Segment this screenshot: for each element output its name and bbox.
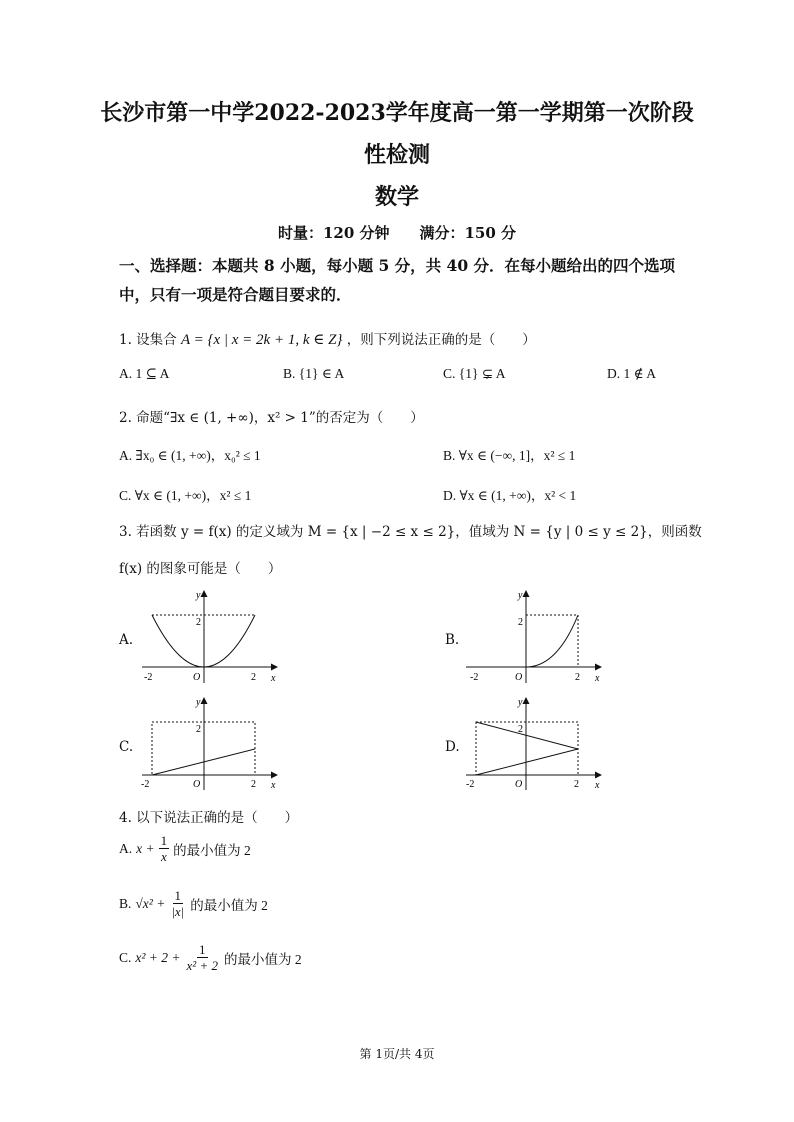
q2-option-d[interactable] bbox=[443, 484, 576, 504]
q1-option-d[interactable] bbox=[607, 366, 656, 382]
option-label: B. bbox=[283, 366, 296, 381]
option-label: B. bbox=[443, 448, 456, 463]
q1-suffix: ，则下列说法正确的是（ ） bbox=[346, 332, 536, 348]
expression: x² + 2 + bbox=[135, 949, 181, 965]
q4-option-c[interactable] bbox=[119, 942, 302, 973]
graph-b bbox=[462, 586, 607, 686]
x-label: x bbox=[595, 673, 600, 684]
option-text: ∀x ∈ (1, +∞)，x² < 1 bbox=[459, 488, 577, 503]
tick-neg2: -2 bbox=[466, 779, 475, 790]
option-label: B. bbox=[119, 895, 132, 911]
origin-label: O bbox=[515, 779, 523, 790]
fraction bbox=[185, 942, 220, 973]
question-4-stem: 4. 以下说法正确的是（ ） bbox=[119, 810, 299, 826]
option-label: C. bbox=[119, 949, 132, 965]
numerator: 1 bbox=[174, 888, 182, 903]
q4-option-b[interactable] bbox=[119, 888, 268, 919]
q1-set-expression: A = {x | x = 2k + 1, k ∈ Z} bbox=[180, 332, 343, 348]
option-text: ∀x ∈ (−∞, 1]，x² ≤ 1 bbox=[458, 448, 576, 463]
page-footer: 第 1页/共 4页 bbox=[359, 1047, 435, 1061]
section-heading-line2: 中，只有一项是符合题目要求的． bbox=[119, 285, 352, 304]
expression: √x² + bbox=[135, 895, 166, 911]
option-text: 1 ⊆ A bbox=[135, 366, 170, 381]
tick-pos2: 2 bbox=[251, 779, 256, 790]
option-label: A. bbox=[119, 840, 133, 856]
question-3-stem-line1: 3. 若函数 y = f(x) 的定义域为 M = {x | −2 ≤ x ≤ 2}，值域为 N = {y | 0 ≤ y ≤ 2}，则函数 bbox=[119, 524, 702, 540]
q4-option-a[interactable] bbox=[119, 833, 251, 864]
graph-c bbox=[138, 693, 283, 793]
q3-option-a-label[interactable]: A. bbox=[119, 632, 134, 648]
denominator: |x| bbox=[171, 904, 185, 919]
tick-pos2: 2 bbox=[574, 779, 579, 790]
y-label: y bbox=[196, 590, 201, 601]
option-text: {1} ⊊ A bbox=[458, 366, 506, 381]
y-label: y bbox=[518, 697, 523, 708]
option-label: A. bbox=[119, 448, 133, 463]
exam-title-line2: 性检测 bbox=[363, 142, 430, 168]
x-label: x bbox=[271, 673, 276, 684]
tick-pos2: 2 bbox=[575, 672, 580, 683]
question-3-stem-line2: f(x) 的图象可能是（ ） bbox=[119, 561, 282, 577]
fraction bbox=[169, 888, 186, 919]
question-2-stem: 2. 命题“∃x ∈ (1, +∞)，x² > 1”的否定为（ ） bbox=[119, 410, 424, 426]
y-label: y bbox=[518, 590, 523, 601]
q2-option-c[interactable] bbox=[119, 484, 251, 504]
tick-top2: 2 bbox=[518, 617, 523, 628]
option-tail: 的最小值为 2 bbox=[190, 897, 268, 913]
y-label: y bbox=[196, 697, 201, 708]
q3-option-c-label[interactable]: C. bbox=[119, 739, 134, 755]
q1-option-c[interactable] bbox=[443, 366, 506, 382]
tick-top2: 2 bbox=[196, 617, 201, 628]
q3-option-b-label[interactable]: B. bbox=[445, 632, 460, 648]
q1-option-b[interactable] bbox=[283, 366, 344, 382]
option-text: ∀x ∈ (1, +∞)，x² ≤ 1 bbox=[134, 488, 252, 503]
line-segment-upper bbox=[476, 722, 578, 749]
origin-label: O bbox=[193, 672, 201, 683]
option-label: D. bbox=[607, 366, 621, 381]
denominator: x bbox=[160, 849, 167, 864]
tick-top2: 2 bbox=[196, 724, 201, 735]
q1-option-a[interactable] bbox=[119, 366, 169, 382]
graph-a bbox=[138, 586, 283, 686]
numerator: 1 bbox=[199, 942, 206, 957]
option-label: C. bbox=[443, 366, 456, 381]
half-parabola-curve bbox=[526, 615, 578, 667]
section-heading-line1: 一、选择题：本题共 8 小题，每小题 5 分，共 40 分．在每小题给出的四个选项 bbox=[119, 256, 676, 275]
dashed-bounding-box bbox=[476, 722, 578, 775]
graph-d bbox=[462, 693, 607, 793]
tick-neg2: -2 bbox=[470, 672, 479, 683]
exam-title-line1: 长沙市第一中学2022-2023学年度高一第一学期第一次阶段 bbox=[100, 100, 694, 126]
origin-label: O bbox=[193, 779, 201, 790]
option-tail: 的最小值为 2 bbox=[223, 951, 302, 967]
tick-neg2: -2 bbox=[141, 779, 150, 790]
q3-option-d-label[interactable]: D. bbox=[445, 739, 460, 755]
option-label: D. bbox=[443, 488, 457, 503]
option-text: ∃x₀ ∈ (1, +∞)，x₀² ≤ 1 bbox=[135, 448, 261, 463]
option-text: 1 ∉ A bbox=[623, 366, 656, 381]
x-label: x bbox=[595, 780, 600, 791]
denominator: x² + 2 bbox=[186, 958, 218, 973]
tick-pos2: 2 bbox=[251, 672, 256, 683]
expression: x + bbox=[136, 840, 155, 856]
option-text: {1} ∈ A bbox=[298, 366, 345, 381]
question-1-stem bbox=[119, 328, 536, 349]
numerator: 1 bbox=[160, 833, 168, 848]
origin-label: O bbox=[515, 672, 523, 683]
option-label: C. bbox=[119, 488, 132, 503]
tick-top2: 2 bbox=[518, 724, 523, 735]
q1-prefix: 1. 设集合 bbox=[119, 332, 177, 348]
fraction bbox=[159, 833, 170, 864]
line-segment-lower bbox=[476, 749, 578, 775]
exam-meta: 时量：120 分钟 满分：150 分 bbox=[277, 224, 517, 242]
q2-option-b[interactable] bbox=[443, 444, 575, 464]
option-tail: 的最小值为 2 bbox=[173, 842, 251, 858]
option-label: A. bbox=[119, 366, 133, 381]
q2-option-a[interactable] bbox=[119, 444, 261, 464]
x-label: x bbox=[271, 780, 276, 791]
tick-neg2: -2 bbox=[144, 672, 153, 683]
subject-title: 数学 bbox=[374, 184, 419, 210]
